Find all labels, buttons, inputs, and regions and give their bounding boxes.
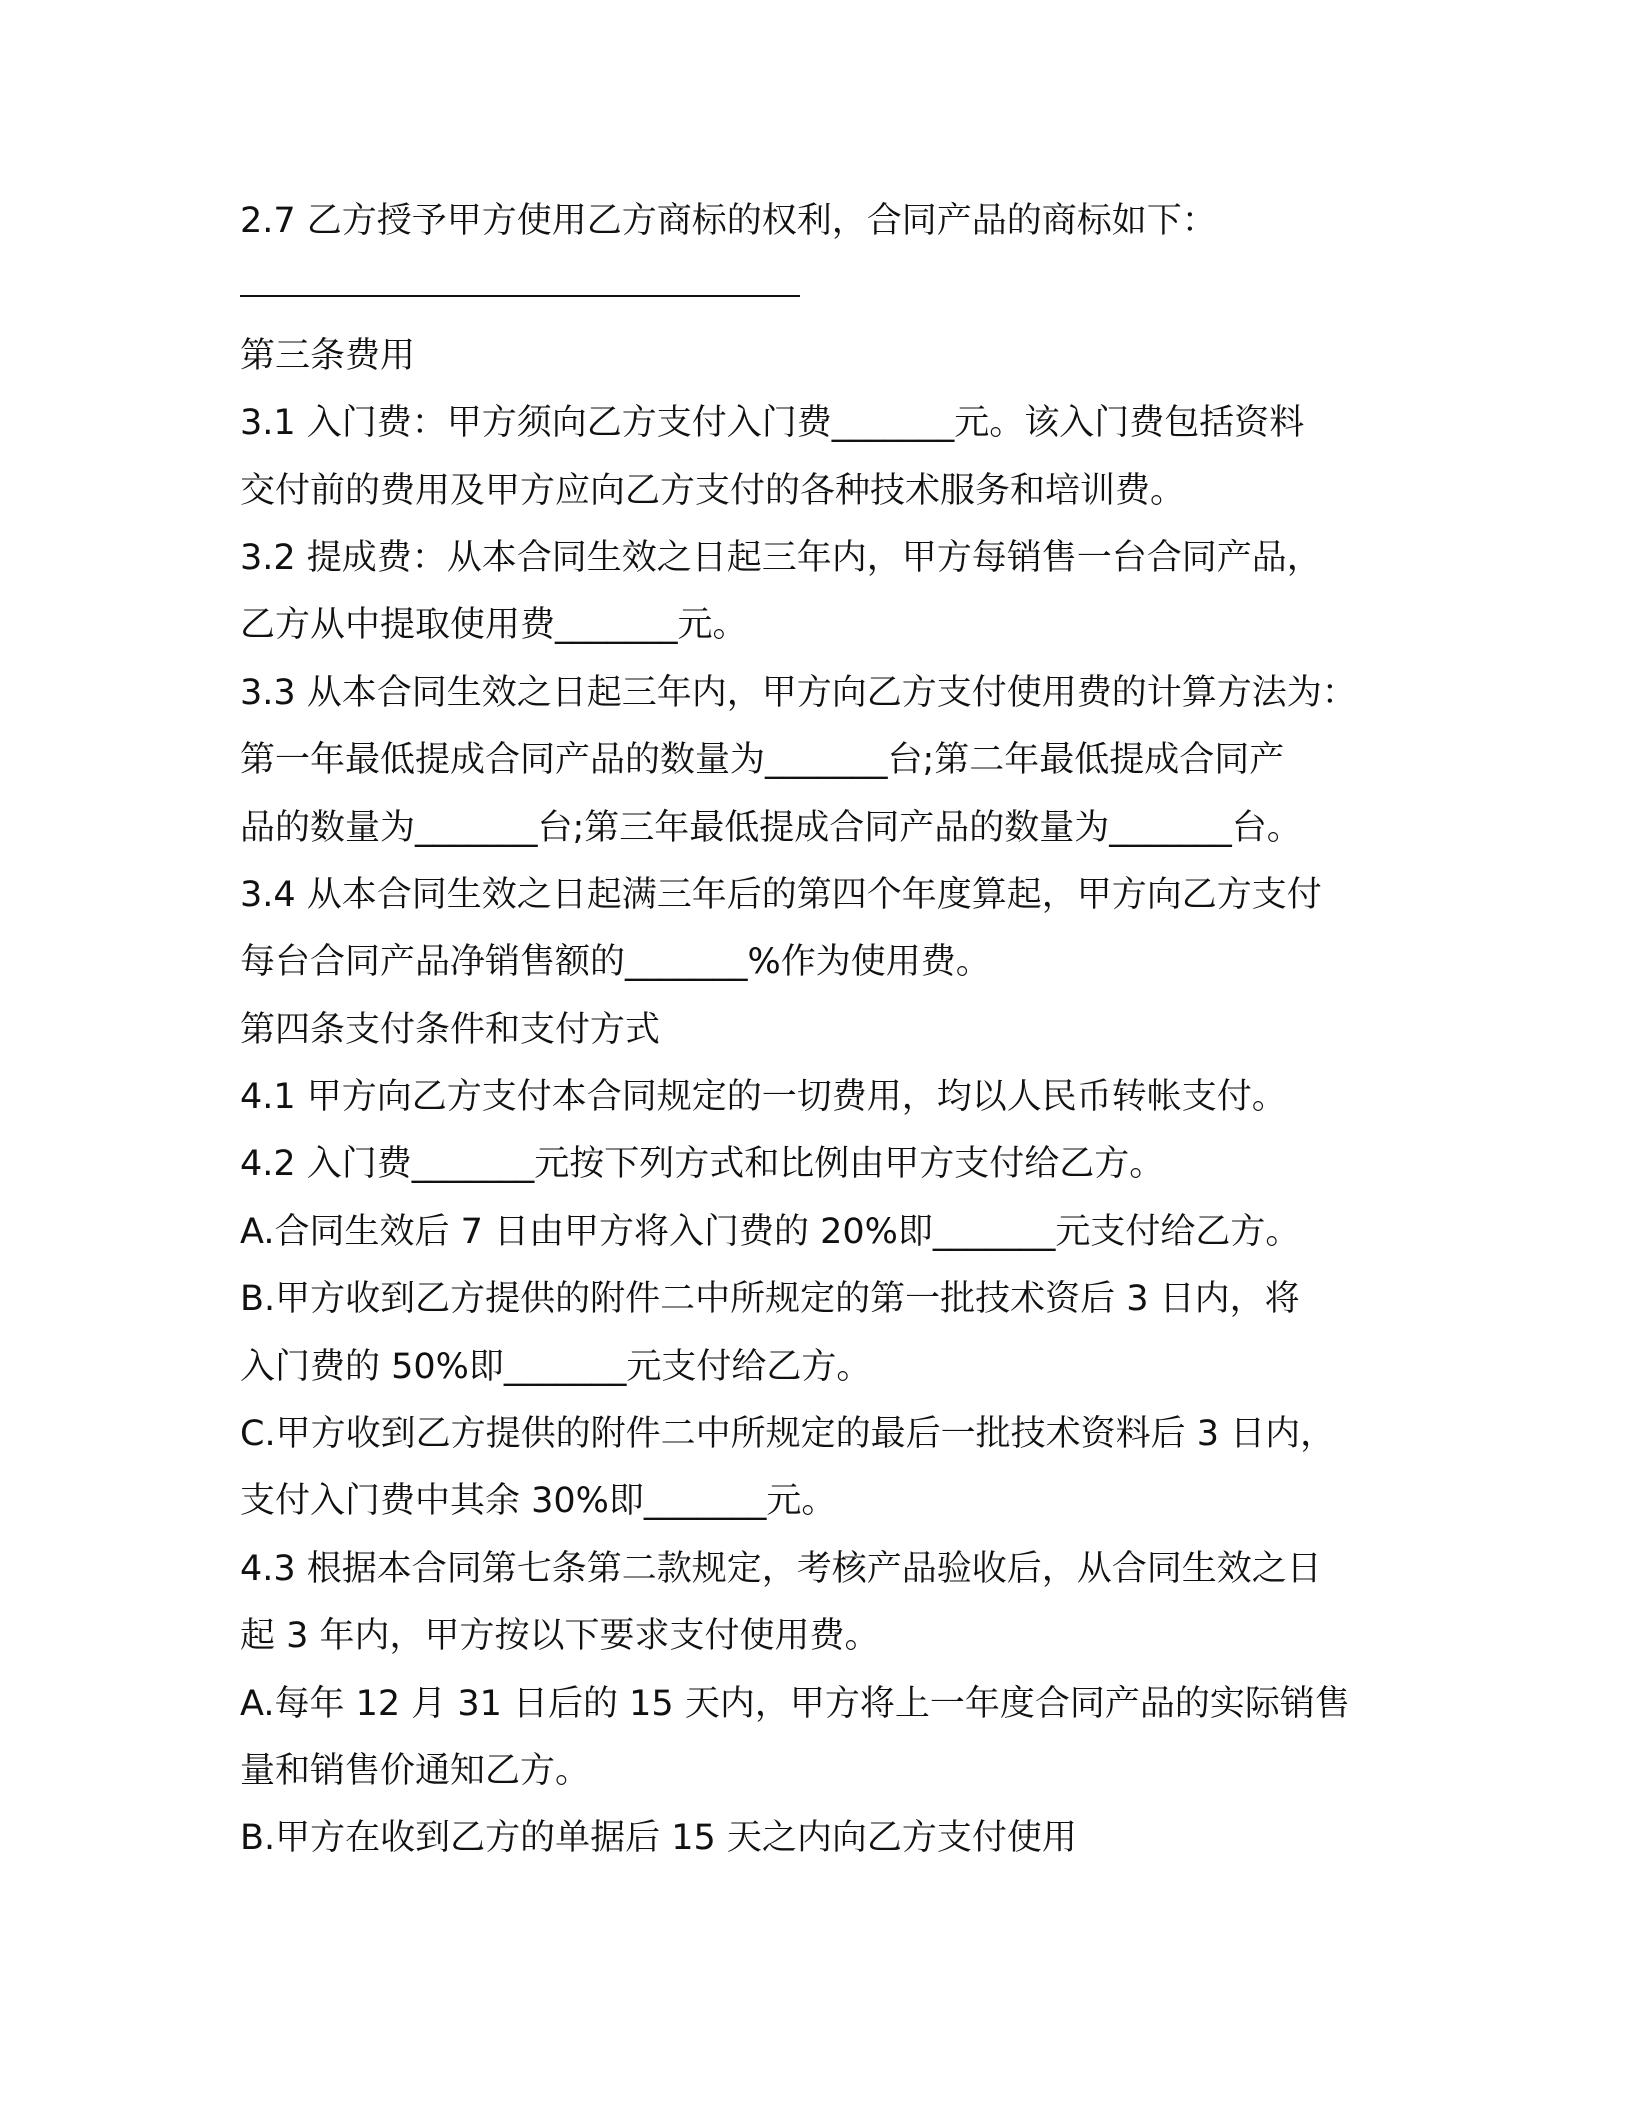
clause-3-3-line-2: 第一年最低提成合同产品的数量为_______台;第二年最低提成合同产	[240, 740, 1285, 781]
clause-4-2-line: 4.2 入门费_______元按下列方式和比例由甲方支付给乙方。	[240, 1144, 1165, 1185]
clause-3-3-line-1: 3.3 从本合同生效之日起三年内，甲方向乙方支付使用费的计算方法为：	[240, 672, 1357, 713]
document-body	[240, 188, 1420, 1873]
article-3-heading: 第三条费用	[240, 335, 416, 376]
clause-4-3-line-2: 起 3 年内，甲方按以下要求支付使用费。	[240, 1616, 880, 1657]
clause-3-1-line-1: 3.1 入门费：甲方须向乙方支付入门费_______元。该入门费包括资料	[240, 403, 1305, 444]
clause-2-7-line: 2.7 乙方授予甲方使用乙方商标的权利，合同产品的商标如下：	[240, 201, 1217, 241]
clause-3-4-line-1: 3.4 从本合同生效之日起满三年后的第四个年度算起，甲方向乙方支付	[240, 874, 1322, 915]
clause-3-2-line-1: 3.2 提成费：从本合同生效之日起三年内，甲方每销售一台合同产品，	[240, 537, 1322, 578]
clause-4-2-b-line-2: 入门费的 50%即_______元支付给乙方。	[240, 1346, 872, 1387]
clause-4-3-b-line: B.甲方在收到乙方的单据后 15 天之内向乙方支付使用	[240, 1818, 1077, 1859]
trademark-blank-rule	[240, 295, 800, 297]
clause-3-3-line-3: 品的数量为_______台;第三年最低提成合同产品的数量为_______台。	[240, 807, 1302, 848]
article-4-heading: 第四条支付条件和支付方式	[240, 1009, 661, 1050]
trademark-blank-line	[240, 255, 1420, 322]
clause-4-2-c-line-1: C.甲方收到乙方提供的附件二中所规定的最后一批技术资料后 3 日内，	[240, 1414, 1336, 1455]
clause-3-2-line-2: 乙方从中提取使用费_______元。	[240, 605, 748, 646]
clause-4-1-line: 4.1 甲方向乙方支付本合同规定的一切费用，均以人民币转帐支付。	[240, 1077, 1287, 1118]
clause-4-2-c-line-2: 支付入门费中其余 30%即_______元。	[240, 1481, 837, 1522]
clause-4-3-line-1: 4.3 根据本合同第七条第二款规定，考核产品验收后，从合同生效之日	[240, 1548, 1322, 1589]
clause-4-2-b-line-1: B.甲方收到乙方提供的附件二中所规定的第一批技术资后 3 日内，将	[240, 1279, 1300, 1320]
clause-4-3-a-line-1: A.每年 12 月 31 日后的 15 天内，甲方将上一年度合同产品的实际销售	[240, 1683, 1350, 1724]
clause-4-3-a-line-2: 量和销售价通知乙方。	[240, 1750, 591, 1791]
clause-3-4-line-2: 每台合同产品净销售额的_______%作为使用费。	[240, 942, 991, 983]
clause-3-1-line-2: 交付前的费用及甲方应向乙方支付的各种技术服务和培训费。	[240, 470, 1186, 511]
clause-4-2-a-line: A.合同生效后 7 日由甲方将入门费的 20%即_______元支付给乙方。	[240, 1211, 1301, 1252]
